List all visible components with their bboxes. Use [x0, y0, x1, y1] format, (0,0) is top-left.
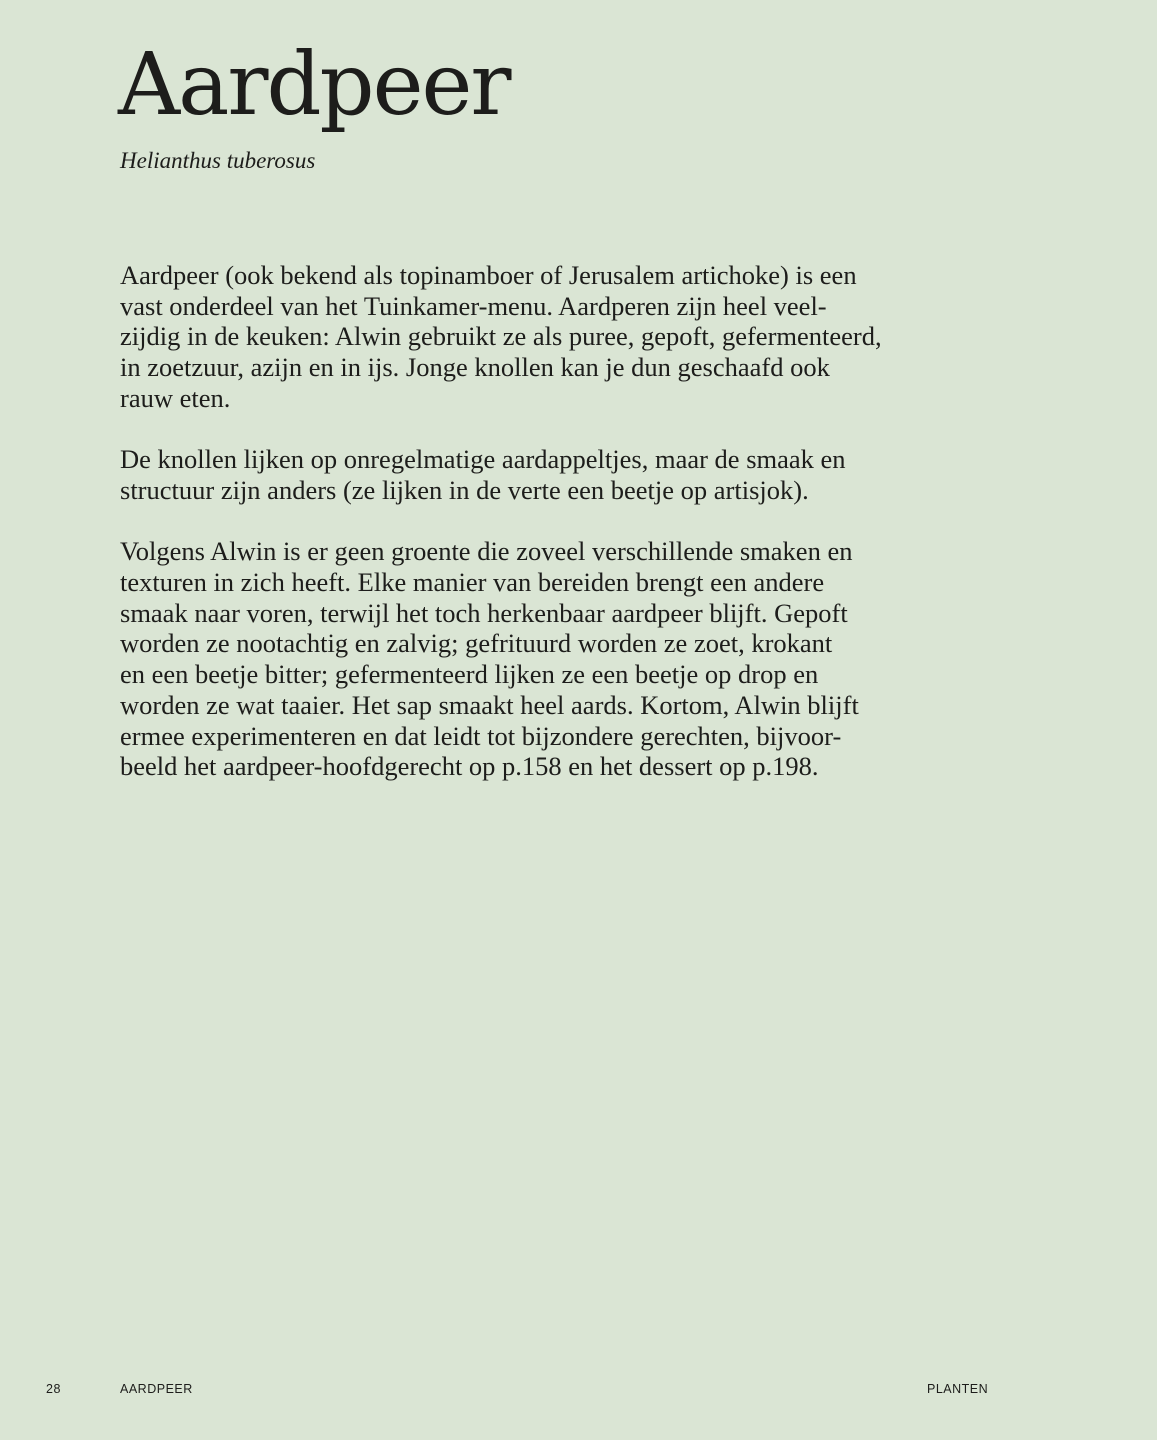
text-line: smaak naar voren, terwijl het toch herkenbaar aardpeer blijft. Gepoft: [120, 597, 848, 628]
text-line: worden ze wat taaier. Het sap smaakt heel aards. Kortom, Alwin blijft: [120, 689, 859, 720]
text-line: worden ze nootachtig en zalvig; gefrituurd worden ze zoet, krokant: [120, 628, 833, 659]
text-line: Aardpeer (ook bekend als topinamboer of Jerusalem artichoke) is een: [120, 260, 857, 290]
text-line: structuur zijn anders (ze lijken in de verte een beetje op artisjok).: [120, 474, 809, 505]
text-line: vast onderdeel van het Tuinkamer-menu. Aardperen zijn heel veel-: [120, 290, 827, 321]
paragraph: [120, 444, 1000, 505]
page-title: Aardpeer: [118, 35, 510, 135]
running-head-chapter: AARDPEER: [120, 1382, 193, 1396]
text-line: in zoetzuur, azijn en in ijs. Jonge knollen kan je dun geschaafd ook: [120, 352, 830, 383]
text-line: ermee experimenteren en dat leidt tot bijzondere gerechten, bijvoor-: [120, 720, 842, 751]
text-line: zijdig in de keuken: Alwin gebruikt ze als puree, gepoft, gefermenteerd,: [120, 321, 882, 352]
text-line: texturen in zich heeft. Elke manier van bereiden brengt een andere: [120, 567, 825, 597]
text-line: De knollen lijken op onregelmatige aardappeltjes, maar de smaak en: [120, 444, 846, 475]
running-head-section: PLANTEN: [927, 1382, 989, 1396]
page-number: 28: [46, 1382, 61, 1396]
text-line: Volgens Alwin is er geen groente die zoveel verschillende smaken en: [120, 536, 853, 567]
text-line: beeld het aardpeer-hoofdgerecht op p.158 en het dessert op p.198.: [120, 751, 819, 782]
text-line: rauw eten.: [120, 382, 231, 413]
paragraph: [120, 260, 1000, 414]
article-body: [120, 260, 1000, 813]
paragraph: [120, 536, 1000, 782]
text-line: en een beetje bitter; gefermenteerd lijken ze een beetje op drop en: [120, 659, 819, 690]
latin-name: Helianthus tuberosus: [120, 148, 316, 173]
